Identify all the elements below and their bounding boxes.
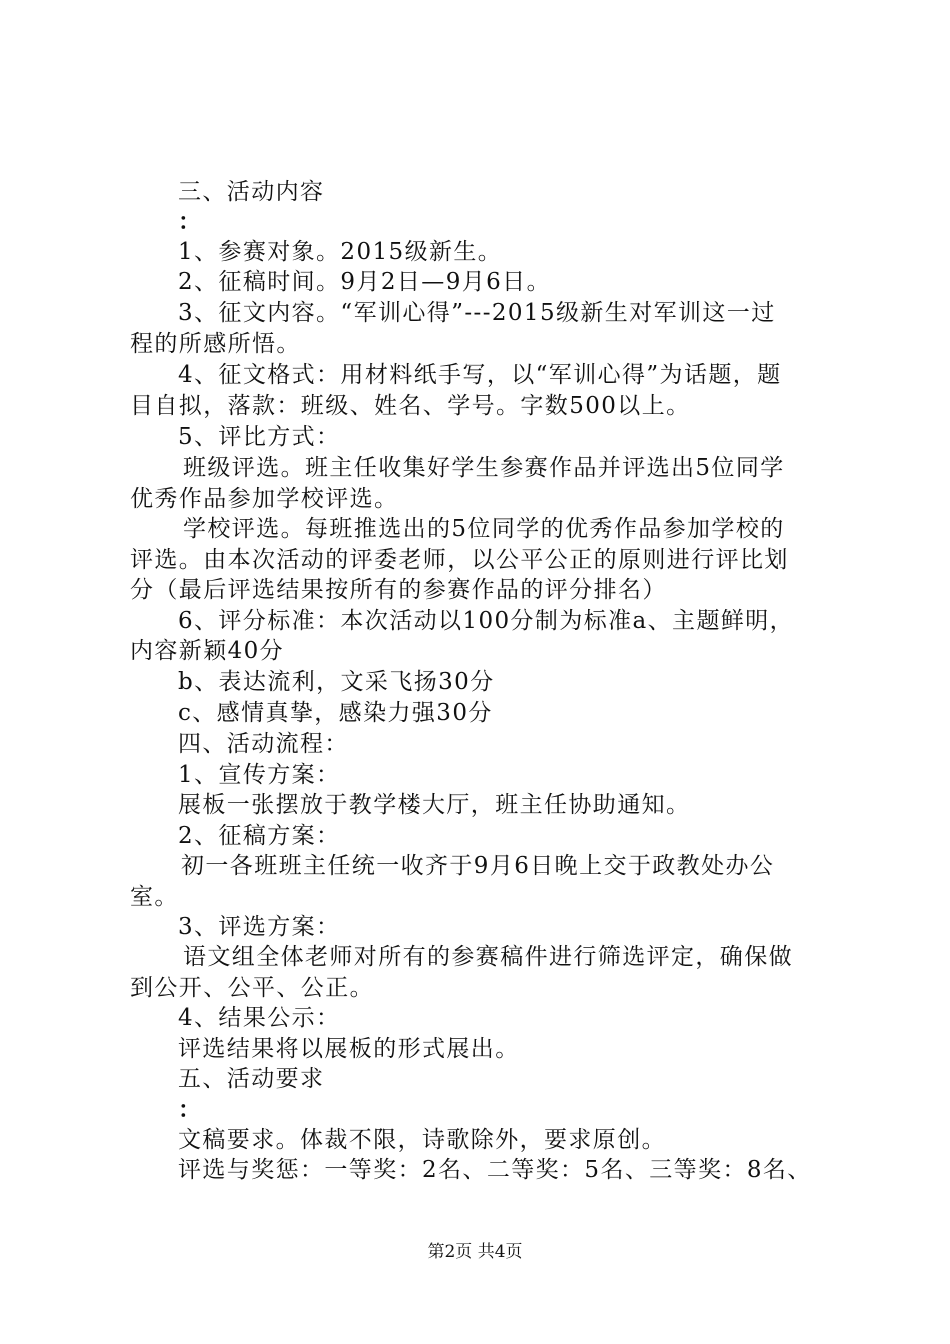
text-line: 3、征文内容。“军训心得”---2015级新生对军训这一过 [178, 300, 776, 326]
text-line: 6、评分标准：本次活动以100分制为标准a、主题鲜明， [178, 608, 795, 634]
text-line: 到公开、公平、公正。 [130, 975, 374, 1001]
text-line: 分（最后评选结果按所有的参赛作品的评分排名） [130, 577, 667, 603]
text-line: 室。 [130, 884, 179, 910]
text-line: 初一各班班主任统一收齐于9月6日晚上交于政教处办公 [181, 853, 775, 879]
section-heading-5: 五、活动要求 [178, 1066, 325, 1092]
text-line: 评选结果将以展板的形式展出。 [178, 1036, 520, 1062]
text-line: 程的所感所悟。 [130, 331, 301, 357]
text-line: 目自拟，落款：班级、姓名、学号。字数500以上。 [130, 393, 691, 419]
colon-line: ： [178, 208, 203, 235]
text-line: 1、参赛对象。2015级新生。 [178, 239, 503, 265]
text-line: 评选。由本次活动的评委老师，以公平公正的原则进行评比划 [130, 547, 789, 573]
text-line: 评选与奖惩：一等奖：2名、二等奖：5名、三等奖：8名、 [178, 1157, 812, 1183]
text-line: 学校评选。每班推选出的5位同学的优秀作品参加学校的 [183, 516, 785, 542]
text-line: 4、结果公示： [178, 1005, 341, 1031]
text-line: 5、评比方式： [178, 424, 341, 450]
text-line: b、表达流利，文采飞扬30分 [178, 669, 495, 695]
text-line: 2、征稿方案： [178, 823, 341, 849]
section-heading-3: 三、活动内容 [178, 179, 325, 205]
section-heading-4: 四、活动流程： [178, 731, 349, 757]
text-line: 语文组全体老师对所有的参赛稿件进行筛选评定，确保做 [183, 944, 793, 970]
text-line: 1、宣传方案： [178, 762, 341, 788]
text-line: 内容新颖40分 [130, 638, 285, 664]
colon-line: ： [178, 1096, 203, 1123]
text-line: 优秀作品参加学校评选。 [130, 486, 399, 512]
text-line: 文稿要求。体裁不限，诗歌除外，要求原创。 [178, 1127, 666, 1153]
text-line: 2、征稿时间。9月2日—9月6日。 [178, 269, 551, 295]
text-line: 展板一张摆放于教学楼大厅，班主任协助通知。 [178, 792, 691, 818]
text-line: 班级评选。班主任收集好学生参赛作品并评选出5位同学 [183, 455, 785, 481]
text-line: 4、征文格式：用材料纸手写，以“军训心得”为话题，题 [178, 362, 782, 388]
text-line: 3、评选方案： [178, 914, 341, 940]
page-footer: 第2页 共4页 [427, 1242, 523, 1262]
text-line: c、感情真挚，感染力强30分 [178, 700, 493, 726]
